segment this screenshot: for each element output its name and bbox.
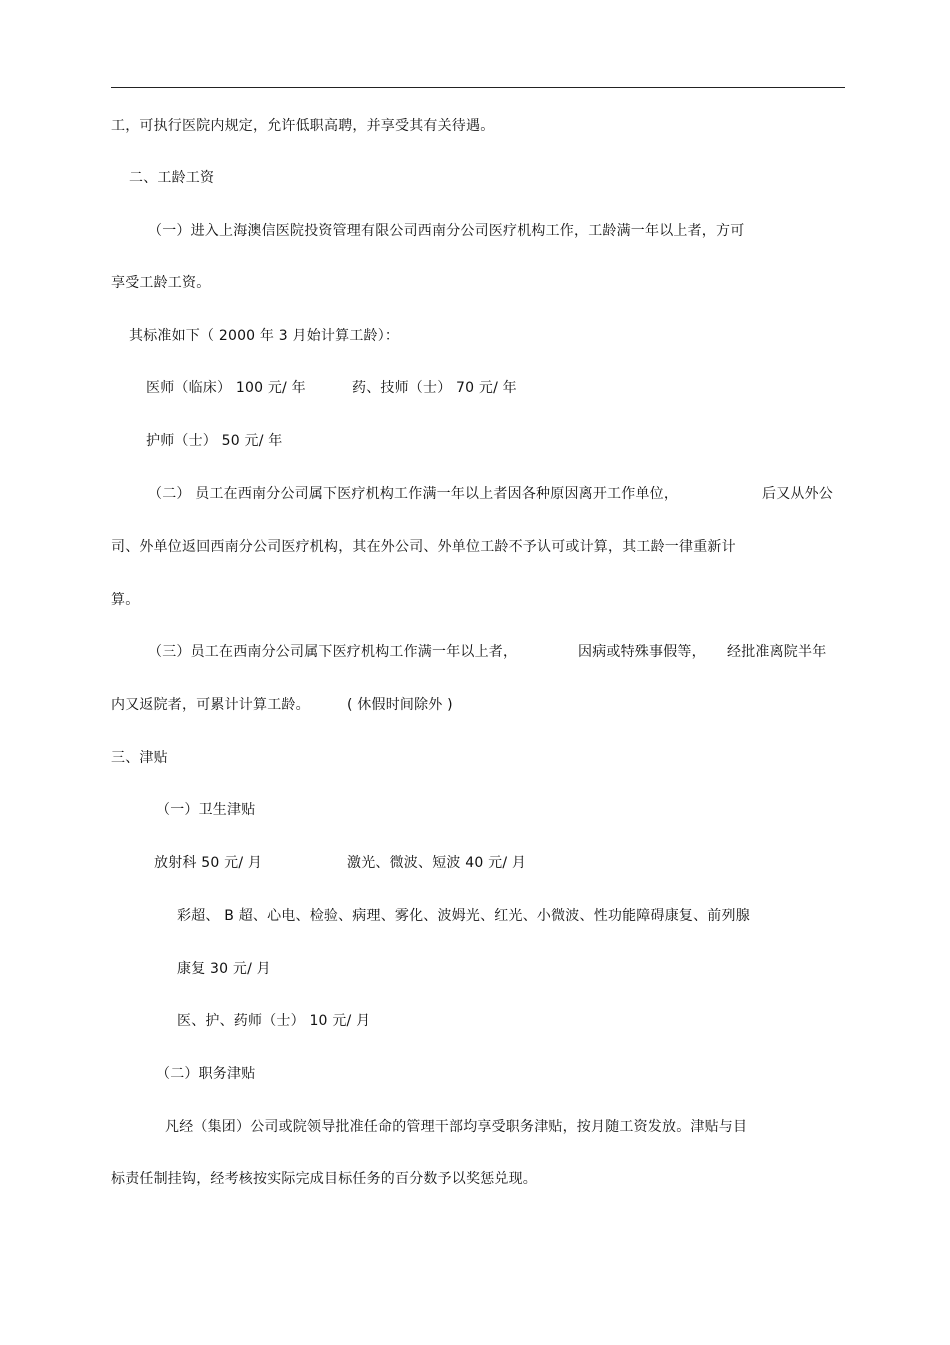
paragraph-line: （二） 员工在西南分公司属下医疗机构工作满一年以上者因各种原因离开工作单位， (148, 486, 679, 502)
rate-item: 药、技师（士） 70 元/ 年 (352, 380, 517, 396)
paragraph-line: 因病或特殊事假等， (578, 644, 706, 660)
paragraph-line: ( 休假时间除外 ) (347, 697, 453, 713)
paragraph-line: 凡经（集团）公司或院领导批准任命的管理干部均享受职务津贴，按月随工资发放。津贴与目 (165, 1119, 748, 1135)
section-heading-seniority-wage: 二、工龄工资 (129, 170, 215, 186)
paragraph-line: （三）员工在西南分公司属下医疗机构工作满一年以上者， (148, 644, 518, 660)
paragraph-line: 工，可执行医院内规定，允许低职高聘，并享受其有关待遇。 (111, 118, 495, 134)
paragraph-line: 算。 (111, 592, 140, 608)
subsection-heading-health-allowance: （一）卫生津贴 (156, 802, 256, 818)
rate-item: 医、护、药师（士） 10 元/ 月 (177, 1013, 371, 1029)
rate-item: 康复 30 元/ 月 (177, 961, 271, 977)
rate-item: 激光、微波、短波 40 元/ 月 (347, 855, 527, 871)
rate-item: 放射科 50 元/ 月 (154, 855, 263, 871)
section-heading-allowance: 三、津贴 (111, 750, 168, 766)
paragraph-line: 司、外单位返回西南分公司医疗机构，其在外公司、外单位工龄不予认可或计算，其工龄一律重新计 (111, 539, 736, 555)
paragraph-line: 享受工龄工资。 (111, 275, 211, 291)
paragraph-line: 后又从外公 (762, 486, 833, 502)
rate-item: 护师（士） 50 元/ 年 (146, 433, 283, 449)
paragraph-line: （一）进入上海澳信医院投资管理有限公司西南分公司医疗机构工作，工龄满一年以上者，方可 (148, 223, 745, 239)
paragraph-line: 标责任制挂钩，经考核按实际完成目标任务的百分数予以奖惩兑现。 (111, 1171, 537, 1187)
subsection-heading-post-allowance: （二）职务津贴 (156, 1066, 256, 1082)
paragraph-line: 内又返院者，可累计计算工龄。 (111, 697, 310, 713)
paragraph-line: 彩超、 B 超、心电、检验、病理、雾化、波姆光、红光、小微波、性功能障碍康复、前列腺 (177, 908, 750, 924)
paragraph-line: 其标准如下（ 2000 年 3 月始计算工龄）： (129, 328, 400, 344)
header-rule (111, 87, 845, 88)
paragraph-line: 经批准离院半年 (727, 644, 827, 660)
rate-item: 医师（临床） 100 元/ 年 (146, 380, 306, 396)
